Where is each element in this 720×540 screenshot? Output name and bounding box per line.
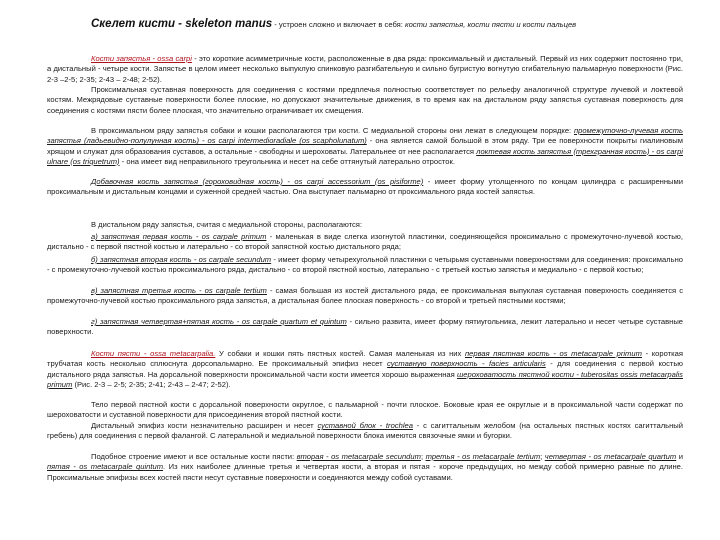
paragraph-carpale-primum (47, 232, 683, 253)
term-facies-articularis: суставную поверхность - facies articularis (387, 359, 546, 369)
term-ossa-carpi: Кости запястья - ossa carpi (91, 54, 192, 63)
term-metacarpale-quartum: четвертая - os metacarpale quartum (544, 452, 677, 461)
paragraph-first-metacarpal-body (47, 400, 683, 421)
paragraph-carpale-quartum (47, 317, 683, 338)
paragraph-text: Подобное строение имеют и все остальные кости пясти: (91, 452, 297, 461)
paragraph-text: - с сагиттальным желобом (на остальных пястных костях сагиттальный гребень) для соединения с первой фалангой. С латеральной и медиальной поверхности блока имеются связочные ямки и бугорки. (47, 421, 683, 441)
paragraph-text: Тело первой пястной кости с дорсальной поверхности округлое, с пальмарной - почти плоское. Боковые края ее округлые и в проксимальной части содержат по шероховатости и суставной поверхности для присоединения второй пястной кости. (47, 400, 683, 420)
paragraph-text: - короткая трубчатая кость несколько сплюснута дорсопальмарно. Ее проксимальный эпифиз несет (47, 349, 683, 369)
paragraph-text: У собаки и кошки пять пястных костей. Самая маленькая из них (215, 349, 465, 358)
paragraph-text: - маленькая в виде слегка изогнутой пластинки, соединяющейся проксимально с промежуточно-лучевой костью, дистально - с первой пястной костью и латерально - со второй запястной костью дистального ряда; (47, 232, 683, 252)
paragraph-text: и (676, 452, 683, 461)
heading-rest: - устроен сложно и включает в себя: (272, 20, 405, 29)
paragraph-metacarpal-bones (47, 349, 683, 390)
term-metacarpale-tertium: третья - os metacarpale tertium (425, 452, 541, 461)
paragraph-text: - самая большая из костей дистального ряда, ее проксимальная выпуклая суставная поверхность соединяется с промежуточно-лучевой костью проксимального ряда запястья, а дистальная более плоская поверхность - со второй и третьей пястными костями; (47, 286, 683, 306)
paragraph-distal-row (47, 220, 683, 230)
term-metacarpale-primum: первая пястная кость - os metacarpale primum (464, 349, 642, 358)
term-accessorium: Добавочная кость запястья (гороховидная кость) - os carpi accessorium (os pisiforme) (91, 177, 424, 186)
term-tuberositas: шероховатость пястной кости - tuberositas ossis metacarpalis primum (47, 369, 683, 389)
term-intermedioradiale: промежуточно-лучевая кость запястья (ладьевидно-полулунная кость) - os carpi intermedioradiale (os scapholunatum) (47, 126, 683, 146)
paragraph-text: В проксимальном ряду запястья собаки и кошки располагаются три кости. С медиальной стороны они лежат в следующем порядке: (91, 126, 574, 135)
paragraph-text: - она имеет вид неправильного треугольника и несет на себе оттянутый латерально отросток. (119, 156, 455, 166)
term-metacarpale-secundum: вторая - os metacarpale secundum (296, 452, 421, 461)
paragraph-text: . Из них наиболее длинные третья и четвертая кости, а вторая и пятая - короче предыдущих, но между собой примерно равные по длине. Проксимальные эпифизы всех костей пясти несут суставные поверхности и соединяются между собой суставами. (47, 462, 684, 482)
paragraph-text: ; (420, 452, 426, 461)
paragraph-text: - имеет форму утолщенного по концам цилиндра с расширенными проксимальным и дистальным концами и суженной средней частью. Она выступает пальмарно от проксимального ряда костей запястья. (47, 177, 683, 197)
paragraph-proximal-row (47, 126, 683, 167)
paragraph-carpale-tertium (47, 286, 683, 307)
paragraph-carpal-bones (47, 54, 683, 85)
term-carpale-quartum: г) запястная четвертая+пятая кость - os carpale quartum et quintum (91, 317, 347, 326)
term-ossa-metacarpalia: Кости пясти - ossa metacarpalia. (91, 349, 216, 358)
paragraph-text: ; (540, 452, 545, 461)
term-ulnare: локтевая кость запястья (трехгранная кость) - os carpi ulnare (os triquetrum) (47, 146, 683, 166)
paragraph-text: - она является самой большой в этом ряду. Три ее поверхности покрыты гиалиновым хрящом и служат для образования суставов, а остальные - свободны и шероховаты. Латеральнее от нее располагается (47, 136, 683, 156)
paragraph-text: - для соединения с первой костью дистального ряда запястья. На дорсальной поверхности проксимальной части кости имеется хорошо выраженная (47, 359, 683, 379)
paragraph-carpale-secundum (47, 255, 683, 276)
paragraph-text: В дистальном ряду запястья, считая с медиальной стороны, располагаются: (91, 220, 363, 229)
paragraph-text: - это короткие асимметричные кости, расположенные в два ряда: проксимальный и дистальный. Первый из них содержит постоянно три, а дистальный - четыре кости. Запястье в целом имеет несколько выпуклую спинковую разгибательную и сильно бугристую вогнутую сгибательную пальмарную поверхности (Рис. 2-3 –2-5; 2-35; 2-43 – 2-48; 2-52). (47, 54, 683, 84)
term-carpale-tertium: в) запястная третья кость - os carpale tertium (91, 286, 267, 295)
paragraph-text: (Рис. 2-3 – 2-5; 2-35; 2-41; 2-43 – 2-47; 2-52). (72, 379, 231, 389)
heading-title: Скелет кисти - skeleton manus (91, 18, 273, 30)
paragraph-text: - имеет форму четырехугольной пластинки с четырьмя суставными поверхностями для соединения: проксимально - с промежуточно-лучевой костью проксимального ряда, дистально - со второй пястной костью, латерально - с третьей костью запястья и медиально - с первой костью; (47, 255, 683, 275)
paragraph-text: - сильно развита, имеет форму пятиугольника, лежит латерально и несет четыре суставные поверхности. (47, 317, 684, 337)
heading-parts: кости запястья, кости пясти и кости пальцев (404, 20, 577, 29)
paragraph-text: Проксимальная суставная поверхность для соединения с костями предплечья полностью соответствует по рельефу аналогичной структуре лучевой и локтевой костям. Межрядовые суставные поверхности более плоские, но допускают значительные движения, в то время как на дистальном ряду запястья суставная поверхность для соединения с костями пясти более плоская, что значительно ограничивает их смещения. (47, 85, 683, 115)
paragraph-accessory-bone (47, 177, 683, 198)
term-carpale-secundum: б) запястная вторая кость - os carpale secundum (91, 255, 272, 264)
paragraph-proximal-surface (47, 85, 683, 116)
paragraph-other-metacarpals (47, 452, 683, 483)
term-metacarpale-quintum: пятая - os metacarpale quintum (47, 462, 164, 472)
heading-paragraph (47, 17, 687, 32)
paragraph-distal-epiphysis (47, 421, 683, 442)
paragraph-text: Дистальный эпифиз кости незначительно расширен и несет (91, 421, 318, 430)
term-carpale-primum: а) запястная первая кость - os carpale primum (91, 232, 267, 241)
term-trochlea: суставной блок - trochlea (317, 421, 413, 430)
